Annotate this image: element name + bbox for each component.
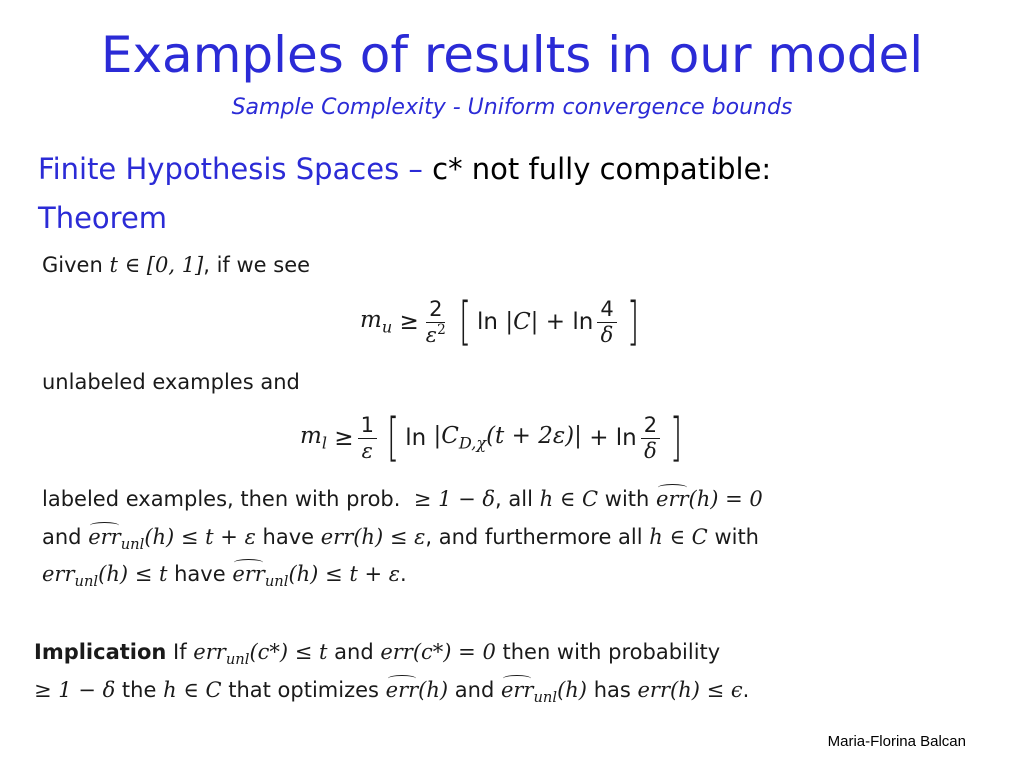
given-text: Given [42, 253, 103, 277]
theorem-line-2: and err$_{unl}$(h) ≤ t + ε have err(h) ≤ ε, and furthermore all h ∈ C with [42, 525, 759, 554]
theorem-line-3: err$_{unl}$(h) ≤ t have err$_{unl}$(h) ≤ t + ε. [42, 562, 407, 591]
given-condition: t ∈ [0, 1] [109, 253, 204, 277]
section-heading [38, 152, 771, 186]
given-tail: , if we see [203, 253, 311, 277]
footer-author: Maria-Florina Balcan [827, 733, 966, 750]
section-heading-blue: Finite Hypothesis Spaces – [38, 152, 423, 186]
slide-title: Examples of results in our model [100, 26, 924, 84]
implication-label: Implication [34, 640, 167, 664]
theorem-label: Theorem [38, 201, 168, 235]
implication-line-2: ≥ 1 − δ the h ∈ C that optimizes err(h) and err$_{unl}$(h) has err(h) ≤ ϵ. [34, 678, 750, 707]
section-heading-black: c* not fully compatible: [432, 152, 772, 186]
slide-subtitle: Sample Complexity - Uniform convergence bounds [231, 95, 793, 120]
theorem-line-1: labeled examples, then with prob. ≥ 1 − δ, all h ∈ C with err(h) = 0 [42, 487, 763, 511]
implication-line-1: Implication If err$_{unl}$(c*) ≤ t and err(c*) = 0 then with probability [34, 640, 721, 669]
unlabeled-line: unlabeled examples and [42, 370, 300, 394]
equation-mu: $m_u$ ≥ $\frac{2}{\varepsilon^2}$ [ ln |C| + ln $\frac{4}{\delta}$ ] [360, 292, 639, 352]
equation-ml: $m_l$ ≥ $\frac{1}{\varepsilon}$ [ ln $|C_{D,\chi}(t + 2\varepsilon)|$ + ln $\frac{2}{\delta}$ ] [300, 408, 683, 468]
labeled-text: labeled examples, then with prob. [42, 487, 401, 511]
given-line [42, 253, 310, 277]
